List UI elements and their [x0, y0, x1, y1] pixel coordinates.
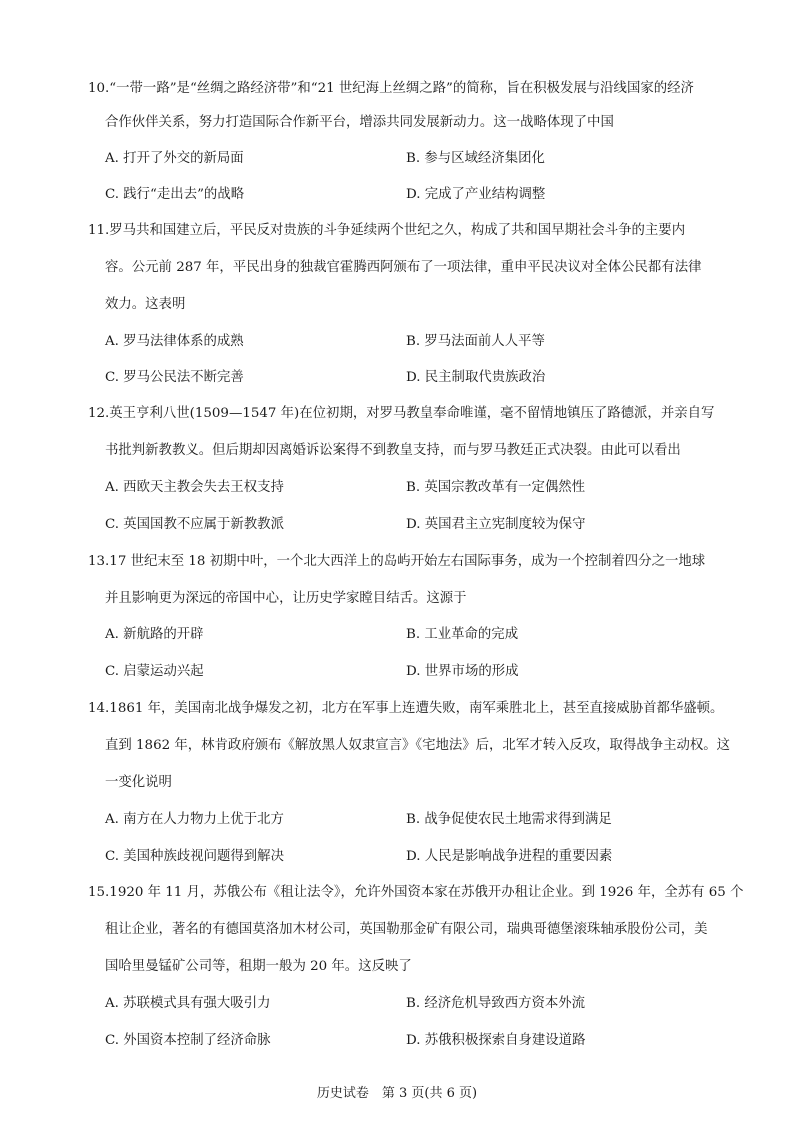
question-14-stem-line-1: 14.1861 年，美国南北战争爆发之初，北方在军事上连遭失败，南军乘胜北上，甚至直接威胁首都华盛顿。: [88, 701, 724, 716]
question-14-option-d[interactable]: D. 人民是影响战争进程的重要因素: [406, 849, 613, 864]
question-14-option-b[interactable]: B. 战争促使农民土地需求得到满足: [406, 812, 612, 827]
question-14-option-a[interactable]: A. 南方在人力物力上优于北方: [105, 812, 284, 827]
question-15-stem-line-2: 租让企业，著名的有德国莫洛加木材公司，英国勒那金矿有限公司，瑞典哥德堡滚珠轴承股份公司，美: [105, 922, 708, 937]
question-10-stem-line-2: 合作伙伴关系，努力打造国际合作新平台，增添共同发展新动力。这一战略体现了中国: [105, 115, 614, 130]
question-13-option-d[interactable]: D. 世界市场的形成: [406, 664, 519, 679]
question-14-stem-line-2: 直到 1862 年，林肯政府颁布《解放黑人奴隶宣言》《宅地法》后，北军才转入反攻，取得战争主动权。这: [105, 738, 731, 753]
question-11-stem-line-1: 11.罗马共和国建立后，平民反对贵族的斗争延续两个世纪之久，构成了共和国早期社会斗争的主要内: [88, 223, 686, 238]
question-15-option-a[interactable]: A. 苏联模式具有强大吸引力: [105, 996, 271, 1011]
question-11-option-b[interactable]: B. 罗马法面前人人平等: [406, 334, 545, 349]
question-12-option-a[interactable]: A. 西欧天主教会失去王权支持: [105, 480, 284, 495]
question-12-option-b[interactable]: B. 英国宗教改革有一定偶然性: [406, 480, 586, 495]
question-15-option-b[interactable]: B. 经济危机导致西方资本外流: [406, 996, 586, 1011]
question-12-stem-line-2: 书批判新教教义。但后期却因离婚诉讼案得不到教皇支持，而与罗马教廷正式决裂。由此可以看出: [105, 443, 681, 458]
question-13-option-a[interactable]: A. 新航路的开辟: [105, 627, 204, 642]
question-13-stem-line-2: 并且影响更为深远的帝国中心，让历史学家瞠目结舌。这源于: [105, 591, 467, 606]
question-15-stem-line-1: 15.1920 年 11 月，苏俄公布《租让法令》，允许外国资本家在苏俄开办租让企业。到 1926 年，全苏有 65 个: [88, 885, 744, 900]
question-15-stem-line-3: 国哈里曼锰矿公司等，租期一般为 20 年。这反映了: [105, 959, 412, 974]
question-13-option-b[interactable]: B. 工业革命的完成: [406, 627, 519, 642]
question-14-stem-line-3: 一变化说明: [105, 775, 172, 790]
question-13-option-c[interactable]: C. 启蒙运动兴起: [105, 664, 204, 679]
question-11-option-a[interactable]: A. 罗马法律体系的成熟: [105, 334, 244, 349]
question-10-option-d[interactable]: D. 完成了产业结构调整: [406, 187, 546, 202]
question-12-option-d[interactable]: D. 英国君主立宪制度较为保守: [406, 517, 586, 532]
question-10-stem-line-1: 10.“一带一路”是“丝绸之路经济带”和“21 世纪海上丝绸之路”的简称，旨在积极发展与沿线国家的经济: [88, 81, 694, 96]
question-12-option-c[interactable]: C. 英国国教不应属于新教教派: [105, 517, 284, 532]
question-11-stem-line-3: 效力。这表明: [105, 297, 186, 312]
page-footer: 历史试卷 第 3 页(共 6 页): [316, 1086, 478, 1101]
question-15-option-d[interactable]: D. 苏俄积极探索自身建设道路: [406, 1033, 586, 1048]
question-14-option-c[interactable]: C. 美国种族歧视问题得到解决: [105, 849, 284, 864]
question-15-option-c[interactable]: C. 外国资本控制了经济命脉: [105, 1033, 271, 1048]
question-11-option-c[interactable]: C. 罗马公民法不断完善: [105, 370, 244, 385]
question-13-stem-line-1: 13.17 世纪末至 18 初期中叶，一个北大西洋上的岛屿开始左右国际事务，成为一个控制着四分之一地球: [88, 554, 706, 569]
question-11-option-d[interactable]: D. 民主制取代贵族政治: [406, 370, 546, 385]
question-10-option-a[interactable]: A. 打开了外交的新局面: [105, 151, 244, 166]
question-12-stem-line-1: 12.英王亨利八世(1509—1547 年)在位初期，对罗马教皇奉命唯谨，毫不留情地镇压了路德派，并亲自写: [88, 406, 715, 421]
question-11-stem-line-2: 容。公元前 287 年，平民出身的独裁官霍腾西阿颁布了一项法律，重申平民决议对全体公民都有法律: [105, 260, 702, 275]
question-10-option-b[interactable]: B. 参与区域经济集团化: [406, 151, 545, 166]
question-10-option-c[interactable]: C. 践行“走出去”的战略: [105, 187, 245, 202]
